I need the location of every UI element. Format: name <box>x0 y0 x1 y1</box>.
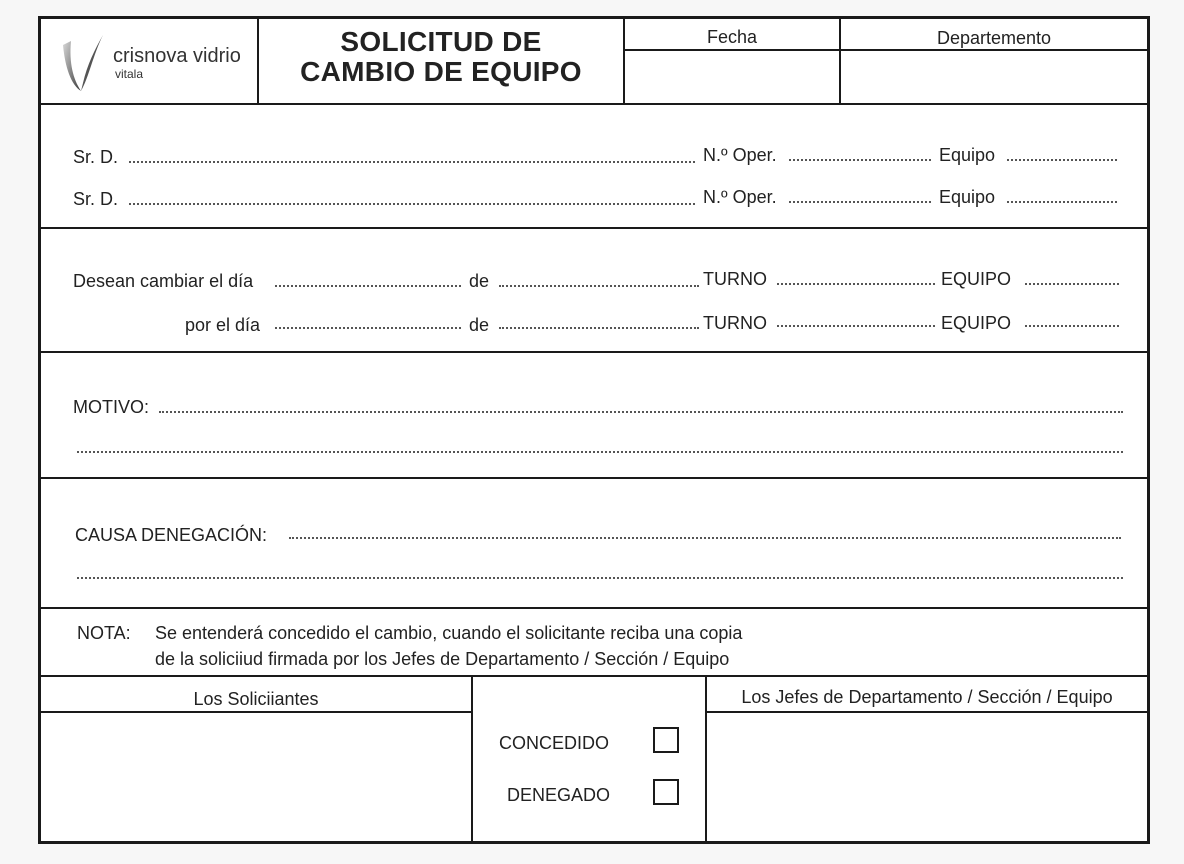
equipo-field-2[interactable] <box>1007 201 1117 203</box>
form-title-line-2: CAMBIO DE EQUIPO <box>300 56 582 87</box>
sr-label-2: Sr. D. <box>73 189 119 209</box>
equipo-label-1: Equipo <box>939 145 996 165</box>
logo <box>41 19 257 103</box>
motivo-label: MOTIVO: <box>73 397 149 417</box>
oper-field-2[interactable] <box>789 201 931 203</box>
causa-field-1[interactable] <box>289 537 1121 539</box>
sr-label-1: Sr. D. <box>73 147 119 167</box>
concedido-label: CONCEDIDO <box>499 733 610 753</box>
jefes-signature-area[interactable] <box>707 713 1145 841</box>
logo-brand-sub: vitala <box>115 67 144 81</box>
turno-label-2: TURNO <box>703 313 767 333</box>
desean-mes-field[interactable] <box>499 285 699 287</box>
equipo-caps-label-2: EQUIPO <box>941 313 1012 333</box>
causa-label: CAUSA DENEGACIÓN: <box>75 525 268 545</box>
turno-label-1: TURNO <box>703 269 767 289</box>
desean-label: Desean cambiar el día <box>73 271 254 291</box>
por-mes-field[interactable] <box>499 327 699 329</box>
solicitantes-signature-area[interactable] <box>43 713 469 841</box>
denegado-label: DENEGADO <box>507 785 611 805</box>
por-dia-field[interactable] <box>275 327 461 329</box>
concedido-checkbox[interactable] <box>653 727 679 753</box>
desean-dia-field[interactable] <box>275 285 461 287</box>
motivo-field-2[interactable] <box>77 451 1123 453</box>
oper-label-2: N.º Oper. <box>703 187 777 207</box>
equipo-caps-field-2[interactable] <box>1025 325 1119 327</box>
equipo-label-2: Equipo <box>939 187 996 207</box>
crisnova-swoosh-logo-icon <box>59 31 107 95</box>
jefes-label: Los Jefes de Departamento / Sección / Equipo <box>741 687 1113 707</box>
nota-line-1: Se entenderá concedido el cambio, cuando el solicitante reciba una copia <box>155 623 743 643</box>
equipo-caps-label-1: EQUIPO <box>941 269 1012 289</box>
departamento-field[interactable] <box>841 51 1147 101</box>
de-label-1: de <box>469 271 490 291</box>
sr-name-field-2[interactable] <box>129 203 695 205</box>
equipo-caps-field-1[interactable] <box>1025 283 1119 285</box>
nota-line-2: de la soliciiud firmada por los Jefes de Departamento / Sección / Equipo <box>155 649 730 669</box>
form-title <box>259 27 623 87</box>
oper-label-1: N.º Oper. <box>703 145 777 165</box>
denegado-checkbox[interactable] <box>653 779 679 805</box>
oper-field-1[interactable] <box>789 159 931 161</box>
fecha-label: Fecha <box>706 27 758 47</box>
change-request-form <box>38 16 1150 844</box>
turno-field-1[interactable] <box>777 283 935 285</box>
form-title-line-1: SOLICITUD DE <box>340 26 542 57</box>
fecha-field[interactable] <box>625 51 837 101</box>
nota-label: NOTA: <box>77 623 131 643</box>
sr-name-field-1[interactable] <box>129 161 695 163</box>
causa-field-2[interactable] <box>77 577 1123 579</box>
turno-field-2[interactable] <box>777 325 935 327</box>
solicitantes-label: Los Soliciiantes <box>193 689 319 709</box>
motivo-field-1[interactable] <box>159 411 1123 413</box>
departamento-label: Departemento <box>936 28 1052 48</box>
por-label: por el día <box>185 315 261 335</box>
equipo-field-1[interactable] <box>1007 159 1117 161</box>
de-label-2: de <box>469 315 490 335</box>
logo-brand-name: crisnova vidrio <box>113 45 241 67</box>
